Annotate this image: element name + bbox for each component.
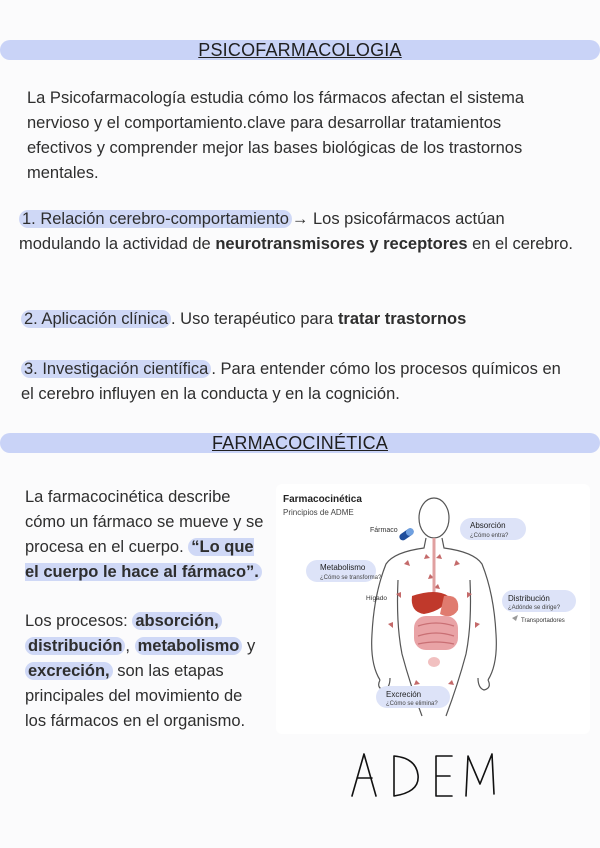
diagram-title: Farmacocinética: [283, 494, 362, 505]
label-farmaco: Fármaco: [370, 527, 398, 534]
adme-diagram: [276, 484, 590, 734]
hl-absorcion: absorción,: [132, 612, 221, 630]
label-transportadores: Transportadores: [521, 618, 565, 624]
label-metabolismo: Metabolismo: [320, 563, 366, 572]
intestine-icon: [414, 616, 458, 650]
label-distribucion-q: ¿Adónde se dirige?: [508, 605, 561, 611]
label-absorcion-q: ¿Cómo entra?: [470, 533, 509, 539]
handwritten-adem: [350, 748, 510, 808]
item-relacion: 1. Relación cerebro-comportamiento → Los psicofármacos actúan modulando la actividad de neurotransmisores y receptores en el cerebro.: [19, 210, 573, 253]
item-aplicacion-label: 2. Aplicación clínica: [21, 310, 171, 328]
quote-highlight: “Lo que el cuerpo le hace al fármaco”.: [25, 538, 262, 581]
label-higado: Hígado: [366, 595, 387, 602]
label-excrecion: Excreción: [386, 690, 422, 699]
label-distribucion: Distribución: [508, 594, 550, 603]
diagram-subtitle: Principios de ADME: [283, 508, 354, 517]
label-absorcion: Absorción: [470, 521, 506, 530]
section-title-farmacocinetica: FARMACOCINÉTICA: [211, 433, 388, 453]
body-illustration: [276, 484, 590, 734]
intro-paragraph: La Psicofarmacología estudia cómo los fármacos afectan el sistema nervioso y el comportamiento.clave para desarrollar tratamientos efectivos y comprender mejor las bases biológicas de los trastornos mentales.: [27, 89, 525, 182]
item-investigacion: 3. Investigación científica . Para entender cómo los procesos químicos en el cerebro influyen en la conducta y en la cognición.: [21, 360, 561, 403]
section-title-psicofarmacologia: PSICOFARMACOLOGIA: [198, 40, 402, 60]
label-metabolismo-q: ¿Cómo se transforma?: [320, 575, 382, 581]
farmacocinetica-text: La farmacocinética describe cómo un fármaco se mueve y se procesa en el cuerpo. “Lo que el cuerpo le hace al fármaco”. Los procesos: absorción, distribución , metabolismo y excreción, son las etapas principales del movimiento de los fármacos en el organismo.: [25, 488, 264, 730]
transporter-arrow-icon: [512, 615, 518, 621]
hl-excrecion: excreción,: [25, 662, 113, 680]
item-investigacion-label: 3. Investigación científica: [21, 360, 211, 378]
item-aplicacion: 2. Aplicación clínica . Uso terapéutico para tratar trastornos: [21, 307, 576, 332]
pill-icon: [398, 527, 415, 542]
hl-distribucion: distribución: [25, 637, 125, 655]
item-relacion-label: 1. Relación cerebro-comportamiento: [19, 210, 292, 228]
label-excrecion-q: ¿Cómo se elimina?: [386, 701, 438, 707]
hl-metabolismo: metabolismo: [135, 637, 243, 655]
